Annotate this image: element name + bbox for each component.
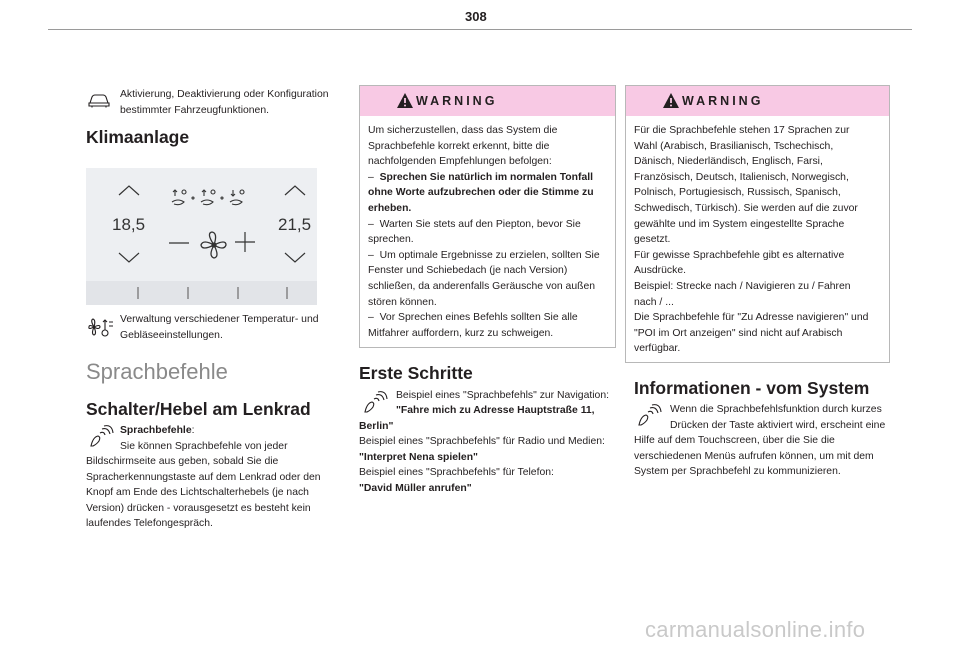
warning-bullet-3: [368, 248, 606, 310]
bullet-dash: –: [368, 218, 374, 230]
fan-minus-icon[interactable]: [168, 240, 190, 246]
climate-settings-icon: [88, 316, 114, 343]
section-title: Sprachbefehle: [86, 359, 228, 384]
car-icon: [88, 92, 110, 113]
warning-languages-text: Für die Sprachbefehle stehen 17 Sprachen zur Wahl (Arabisch, Brasilianisch, Tschechisch, Dänisch, Niederländisch, Englisch, Farsi, Französisch, Deutsch, Italienisch, Norwegisch, Polnisch, Portugiesisch, Russisch, Spanisch, Schwedisch, Türkisch). Sie werden auf die zuvor gewählte und im System eingestellte Sprache gesetzt.: [634, 125, 858, 246]
air-distribution-icon[interactable]: [170, 186, 258, 208]
warning-header: [360, 86, 615, 116]
header-rule: [48, 29, 912, 30]
warning-title: WARNING: [416, 94, 498, 108]
warning-bullet-1-text: Sprechen Sie natürlich im normalen Tonfall ohne Worte aufzubrechen oder die Stimme zu erheben.: [368, 171, 594, 214]
schalter-text-1: Sie können Sprachbefehle von jeder: [120, 440, 288, 452]
schalter-heading: Schalter/Hebel am Lenkrad: [86, 399, 311, 419]
warning-icon: [396, 92, 414, 109]
watermark: carmanualsonline.info: [645, 617, 866, 642]
warning-intro: Um sicherzustellen, dass das System die Sprachbefehle korrekt erkennt, bitte die nachfolgenden Empfehlungen befolgen:: [368, 125, 558, 168]
temp-right-up-icon[interactable]: [282, 184, 308, 198]
erste-cmd-1-text: "Fahre mich zu Adresse Hauptstraße 11, Berlin": [359, 405, 595, 432]
fan-plus-icon[interactable]: [234, 231, 256, 253]
schalter-lead: [120, 423, 340, 454]
warning-bullet-3-text: Um optimale Ergebnisse zu erzielen, sollten Sie Fenster und Schiebedach (je nach Version) schließen, da anderenfalls Geräusche von außen stören können.: [368, 249, 600, 308]
erste-examples: [359, 434, 619, 496]
klima-note: Verwaltung verschiedener Temperatur- und Gebläseeinstellungen.: [120, 314, 319, 341]
schalter-colon: :: [191, 425, 195, 436]
erste-cmd-1: [359, 403, 617, 434]
warning-header: [626, 86, 889, 116]
warning-bullet-1: [368, 170, 606, 217]
warning-icon: [662, 92, 680, 109]
temp-right-value: 21,5: [278, 215, 312, 234]
panel-tab-bar: [86, 281, 317, 305]
erste-cmd-2: "Interpret Nena spielen": [359, 451, 478, 463]
warning-bullet-4-text: Vor Sprechen eines Befehls sollten Sie alle Mitfahrer auffordern, kurz zu schweigen.: [368, 312, 578, 339]
bullet-dash: –: [368, 249, 374, 261]
temp-left-down-icon[interactable]: [116, 250, 142, 264]
voice-command-icon: [636, 404, 662, 433]
warning-box-languages: [625, 85, 890, 363]
warning-body: [360, 116, 615, 341]
warning-bullet-2-text: Warten Sie stets auf den Piepton, bevor Sie sprechen.: [368, 218, 581, 246]
info-text-rest: Hilfe auf dem Touchscreen, über die Sie die verschiedenen Menüs aufrufen können, um mit dem System per Sprachbefehl zu kommunizieren.: [634, 435, 874, 478]
warning-body: [626, 116, 889, 357]
info-text-2: Drücken der Taste aktiviert wird, erscheint eine: [670, 419, 886, 431]
warning-arabic-text: Die Sprachbefehle für "Zu Adresse navigieren" und "POI im Ort anzeigen" sind nicht auf Arabisch verfügbar.: [634, 312, 869, 355]
page-number: 308: [465, 9, 487, 24]
voice-command-icon: [88, 425, 114, 454]
erste-line-1: Beispiel eines "Sprachbefehls" zur Navigation:: [396, 390, 609, 401]
warning-example-text: Beispiel: Strecke nach / Navigieren zu / Fahren nach / ...: [634, 280, 851, 308]
warning-bullet-2: [368, 217, 606, 248]
climate-panel: [86, 168, 317, 305]
info-lead: [670, 402, 896, 433]
bullet-dash: –: [368, 171, 374, 183]
informationen-heading: Informationen - vom System: [634, 378, 870, 398]
erste-line-2: Beispiel eines "Sprachbefehls" für Radio und Medien:: [359, 436, 605, 447]
warning-alternatives-text: Für gewisse Sprachbefehle gibt es alternative Ausdrücke.: [634, 249, 845, 277]
car-note: Aktivierung, Deaktivierung oder Konfiguration bestimmter Fahrzeugfunktionen.: [120, 89, 329, 116]
warning-bullet-4: [368, 310, 606, 341]
warning-box-speech: [359, 85, 616, 348]
erste-line-3: Beispiel eines "Sprachbefehls" für Telefon:: [359, 467, 554, 479]
erste-schritte-heading: Erste Schritte: [359, 363, 473, 383]
temp-left-up-icon[interactable]: [116, 184, 142, 198]
bullet-dash: –: [368, 312, 374, 324]
erste-cmd-3: "David Müller anrufen": [359, 482, 472, 494]
temp-left-value: 18,5: [112, 215, 146, 234]
schalter-text-rest: Bildschirmseite aus geben, sobald Sie die Spracherkennungstaste auf dem Lenkrad oder den Knopf am Ende des Lichtschalterhebels (je nach Version) drücken - vorausgesetzt es besteht kein laufendes Telefongespräch.: [86, 456, 321, 530]
info-text-1: Wenn die Sprachbefehlsfunktion durch kurzes: [670, 404, 882, 415]
warning-title: WARNING: [682, 94, 764, 108]
schalter-label: Sprachbefehle: [120, 425, 192, 436]
klimaanlage-heading: Klimaanlage: [86, 127, 190, 147]
temp-right-down-icon[interactable]: [282, 250, 308, 264]
fan-icon: [198, 229, 230, 261]
